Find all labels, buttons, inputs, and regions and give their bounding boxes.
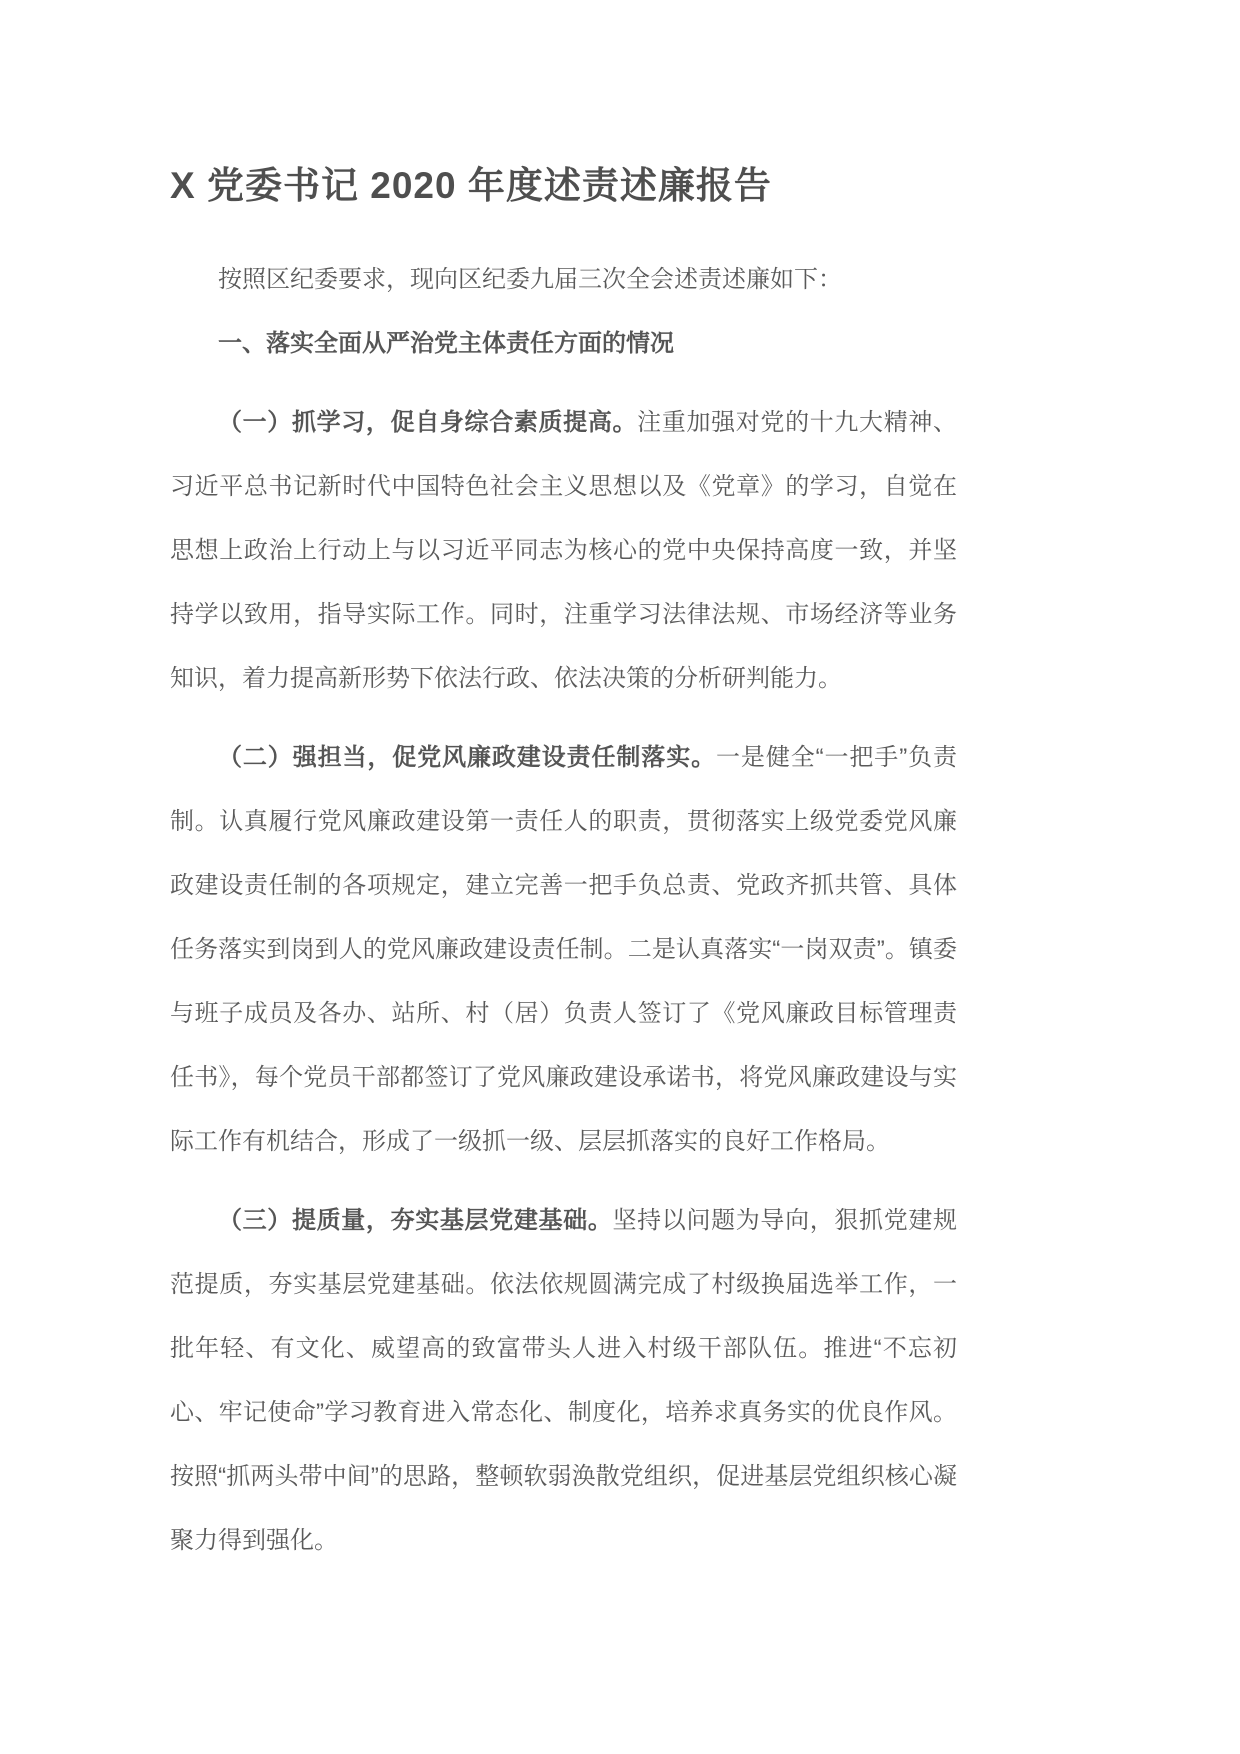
paragraph-3 [170,1189,957,1573]
paragraph-2-body: 一是健全“一把手”负责制。认真履行党风廉政建设第一责任人的职责，贯彻落实上级党委党风廉政建设责任制的各项规定，建立完善一把手负总责、党政齐抓共管、具体任务落实到岗到人的党风廉政建设责任制。二是认真落实“一岗双责”。镇委与班子成员及各办、站所、村（居）负责人签订了《党风廉政目标管理责任书》，每个党员干部都签订了党风廉政建设承诺书，将党风廉政建设与实际工作有机结合，形成了一级抓一级、层层抓落实的良好工作格局。 [170,744,958,1156]
paragraph-1-body: 注重加强对党的十九大精神、习近平总书记新时代中国特色社会主义思想以及《党章》的学习，自觉在思想上政治上行动上与以习近平同志为核心的党中央保持高度一致，并坚持学以致用，指导实际工作。同时，注重学习法律法规、市场经济等业务知识，着力提高新形势下依法行政、依法决策的分析研判能力。 [170,409,958,693]
paragraph-2-lead: （二）强担当，促党风廉政建设责任制落实。 [218,744,717,772]
section-heading: 一、落实全面从严治党主体责任方面的情况 [218,330,674,358]
paragraph-1 [170,391,957,711]
paragraph-2 [170,726,957,1174]
intro-paragraph: 按照区纪委要求，现向区纪委九届三次全会述责述廉如下： [218,266,842,294]
document-title: X 党委书记 2020 年度述责述廉报告 [170,165,772,206]
paragraph-3-lead: （三）提质量，夯实基层党建基础。 [218,1207,613,1235]
paragraph-1-lead: （一）抓学习，促自身综合素质提高。 [218,409,638,437]
paragraph-3-body: 坚持以问题为导向，狠抓党建规范提质，夯实基层党建基础。依法依规圆满完成了村级换届选举工作，一批年轻、有文化、威望高的致富带头人进入村级干部队伍。推进“不忘初心、牢记使命”学习教育进入常态化、制度化，培养求真务实的优良作风。按照“抓两头带中间”的思路，整顿软弱涣散党组织，促进基层党组织核心凝聚力得到强化。 [170,1207,958,1555]
